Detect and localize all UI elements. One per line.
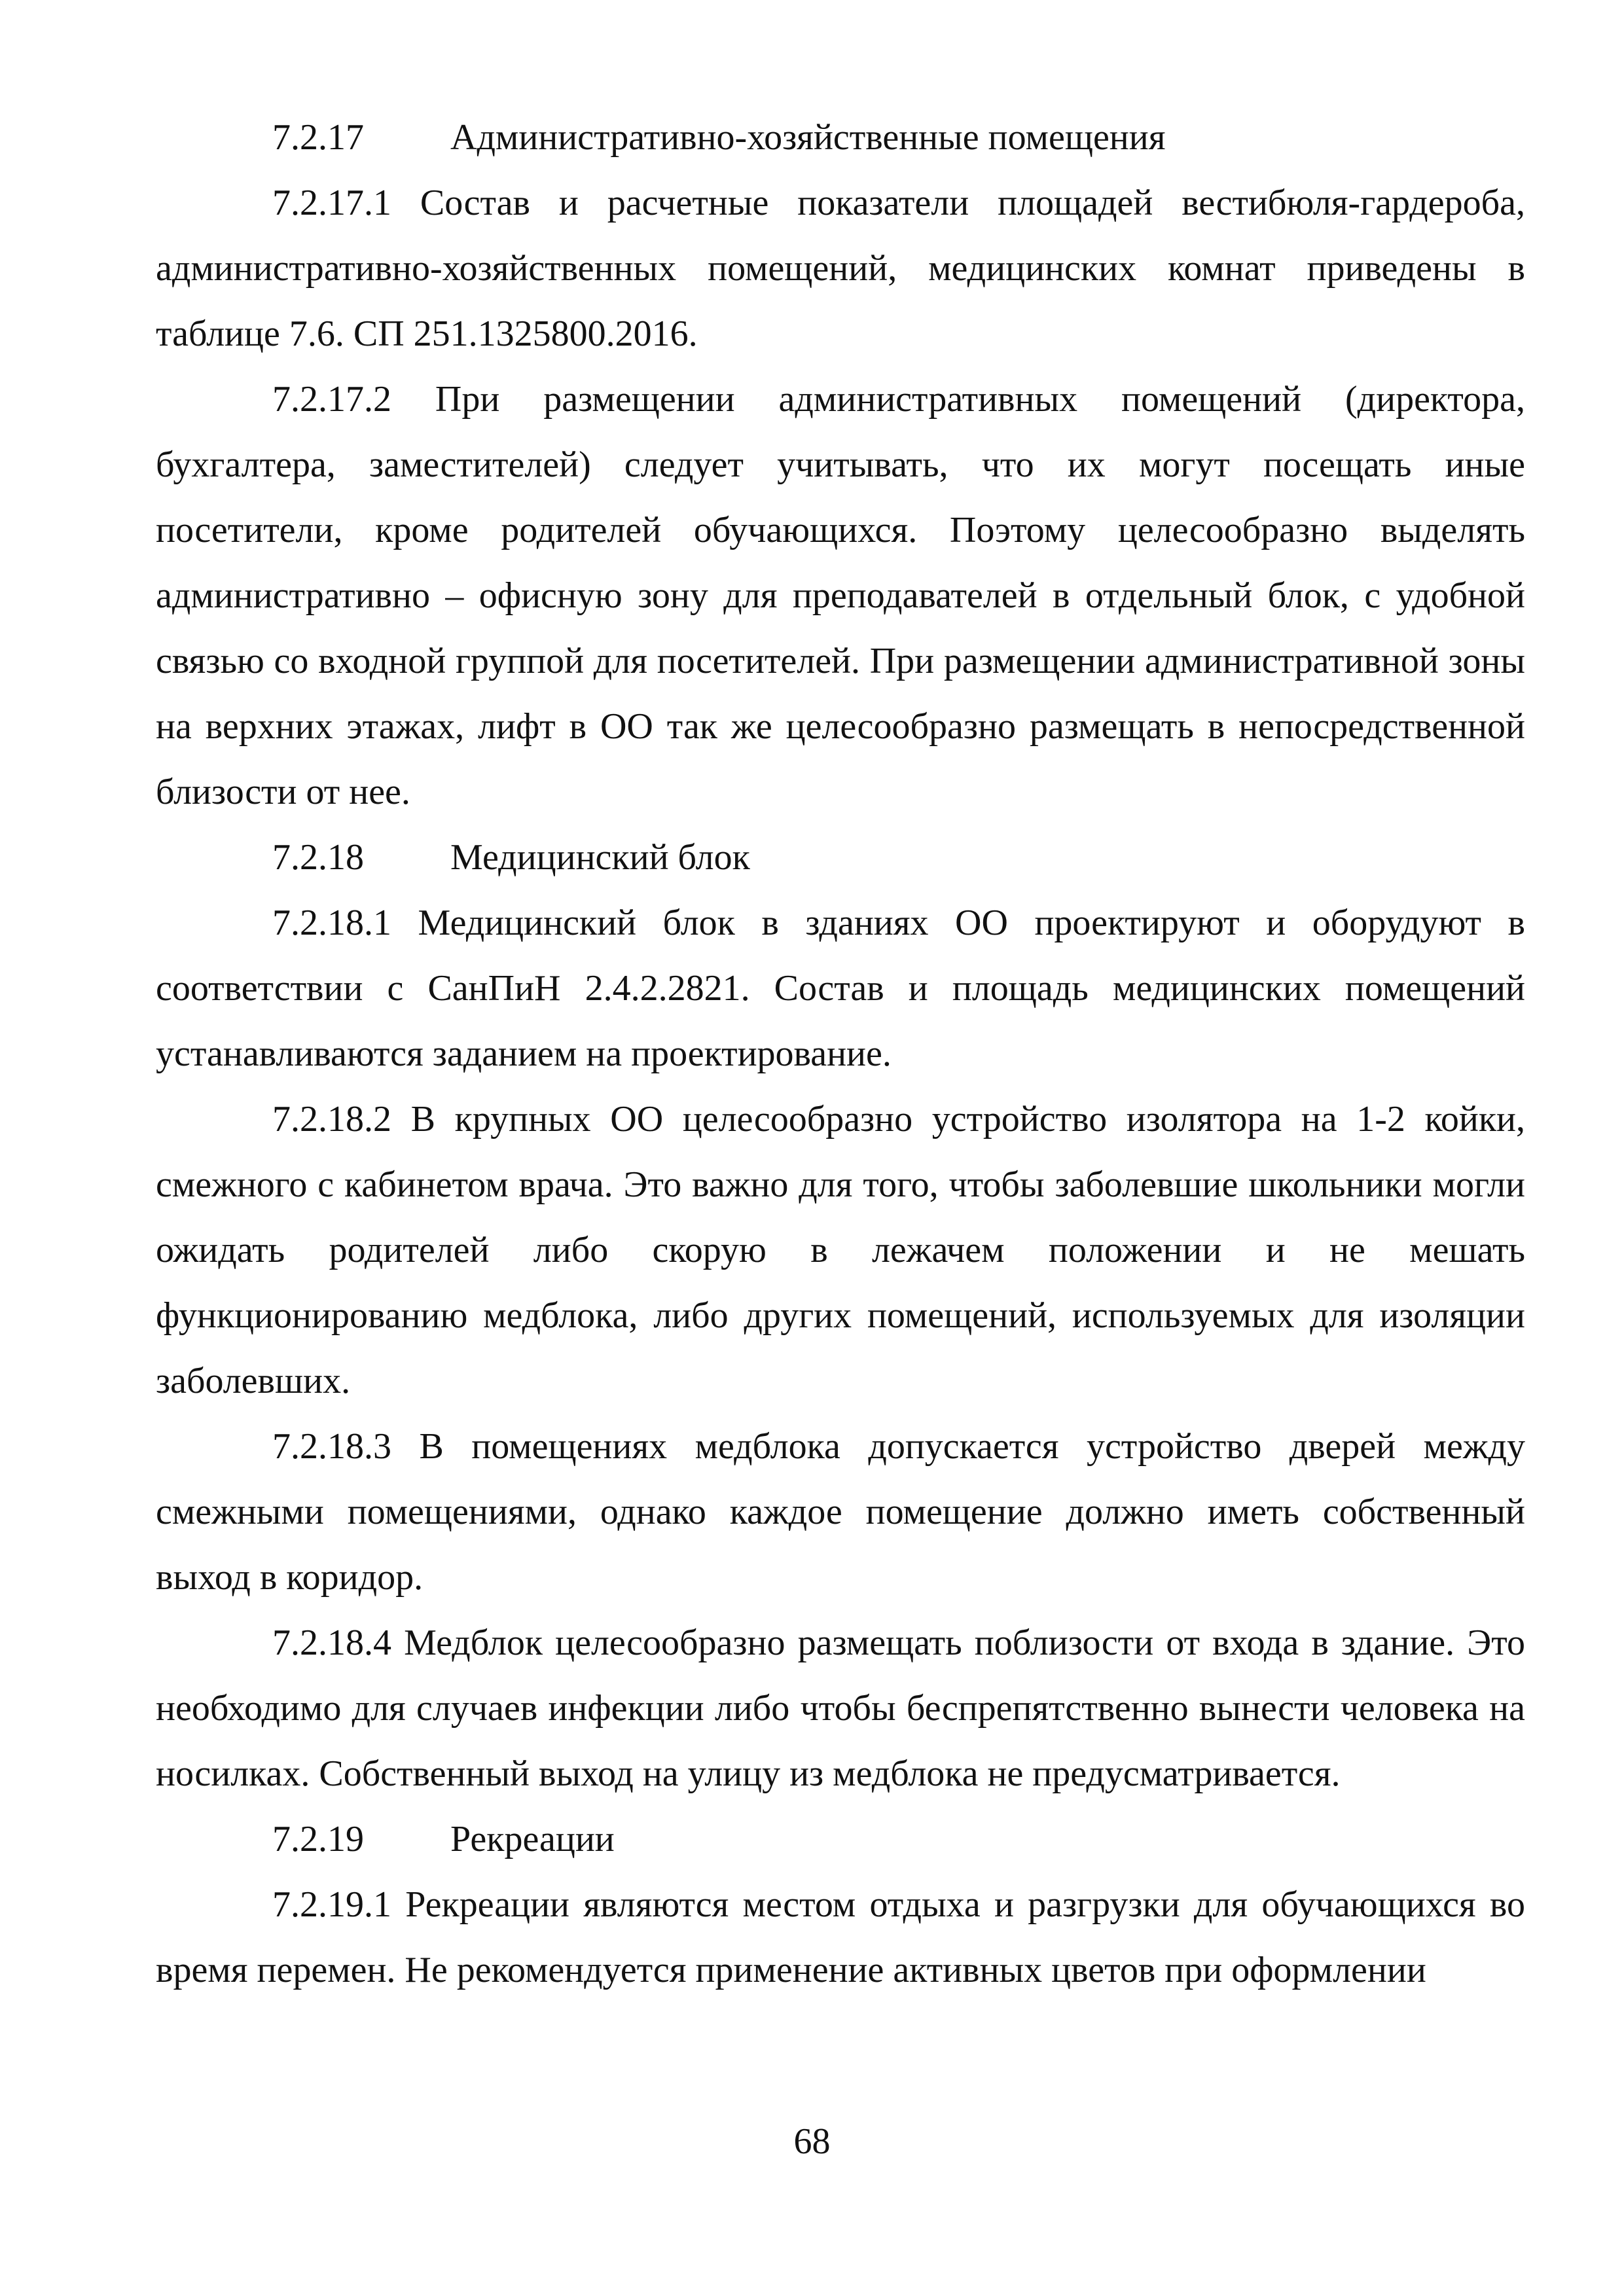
section-heading-7-2-18: [156, 825, 1525, 890]
section-title: Административно-хозяйственные помещения: [450, 117, 1166, 158]
paragraph-7-2-18-2: 7.2.18.2 В крупных ОО целесообразно устройство изолятора на 1-2 койки, смежного с кабинетом врача. Это важно для того, чтобы заболевшие школьники могли ожидать родителей либо скорую в лежачем положении и не мешать функционированию медблока, либо других помещений, используемых для изоляции заболевших.: [156, 1099, 1525, 1401]
section-title: Медицинский блок: [450, 837, 750, 878]
paragraph-7-2-19-1: 7.2.19.1 Рекреации являются местом отдыха и разгрузки для обучающихся во время перемен. Не рекомендуется применение активных цветов при оформлении: [156, 1884, 1525, 1990]
section-number: 7.2.18: [272, 837, 364, 878]
paragraph-7-2-18-1: 7.2.18.1 Медицинский блок в зданиях ОО проектируют и оборудуют в соответствии с СанПиН 2.4.2.2821. Состав и площадь медицинских помещений устанавливаются заданием на проектирование.: [156, 903, 1525, 1074]
section-number: 7.2.19: [272, 1819, 364, 1859]
document-page: [156, 105, 1525, 2238]
paragraph-7-2-17-2: 7.2.17.2 При размещении административных помещений (директора, бухгалтера, заместителей) следует учитывать, что их могут посещать иные посетители, кроме родителей обучающихся. Поэтому целесообразно выделять административно – офисную зону для преподавателей в отдельный блок, с удобной связью со входной группой для посетителей. При размещении административной зоны на верхних этажах, лифт в ОО так же целесообразно размещать в непосредственной близости от нее.: [156, 379, 1525, 812]
section-heading-7-2-17: [156, 105, 1525, 170]
section-number: 7.2.17: [272, 117, 364, 158]
paragraph-7-2-18-4: 7.2.18.4 Медблок целесообразно размещать поблизости от входа в здание. Это необходимо для случаев инфекции либо чтобы беспрепятственно вынести человека на носилках. Собственный выход на улицу из медблока не предусматривается.: [156, 1623, 1525, 1794]
section-heading-7-2-19: [156, 1806, 1525, 1872]
paragraph-7-2-17-1: 7.2.17.1 Состав и расчетные показатели площадей вестибюля-гардероба, административно-хозяйственных помещений, медицинских комнат приведены в таблице 7.6. СП 251.1325800.2016.: [156, 183, 1525, 354]
paragraph-7-2-18-3: 7.2.18.3 В помещениях медблока допускается устройство дверей между смежными помещениями, однако каждое помещение должно иметь собственный выход в коридор.: [156, 1426, 1525, 1598]
page-number: 68: [793, 2121, 831, 2162]
section-title: Рекреации: [450, 1819, 615, 1859]
